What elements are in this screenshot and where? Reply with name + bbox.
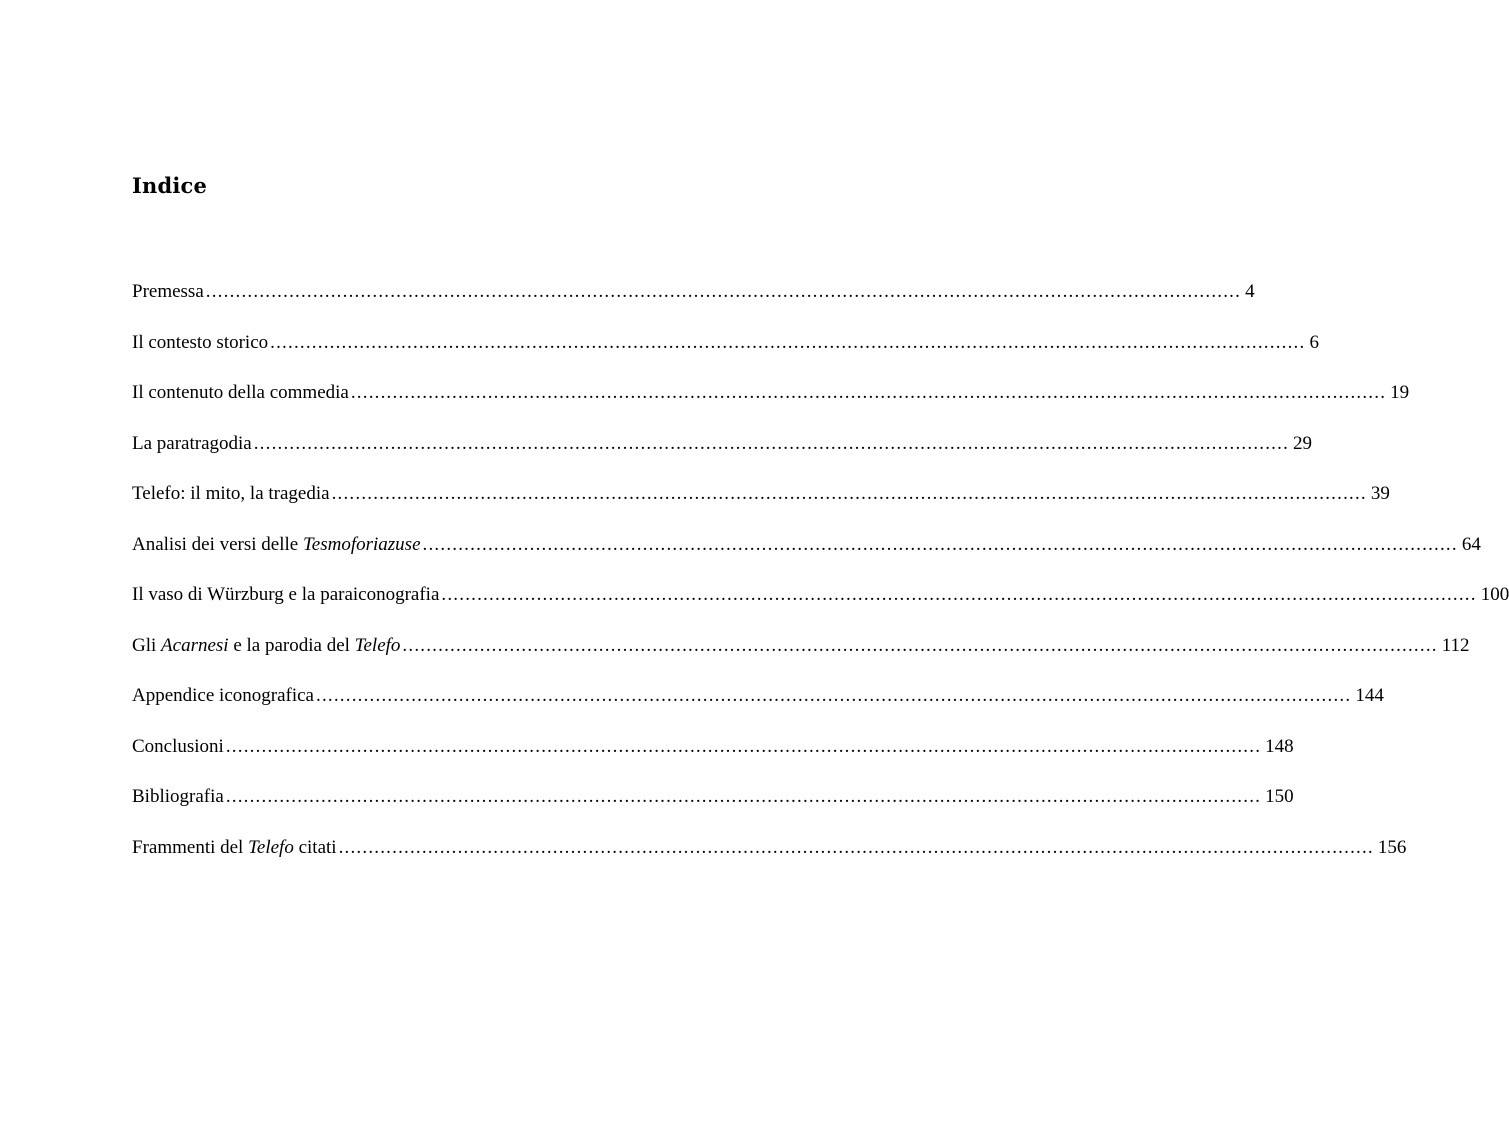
toc-entry-title bbox=[132, 634, 400, 658]
toc-page-number: 39 bbox=[1370, 483, 1390, 504]
toc-entry bbox=[132, 735, 1294, 786]
toc-dot-leader: .............................................................................................................................................................................. bbox=[225, 735, 1262, 757]
toc-entry bbox=[132, 482, 1390, 533]
toc-dot-leader: .............................................................................................................................................................................. bbox=[402, 634, 1438, 656]
toc-entry bbox=[132, 280, 1255, 331]
toc-entry-title-text: Conclusioni bbox=[132, 735, 224, 757]
toc-page-number: 29 bbox=[1293, 432, 1313, 454]
toc-entry-title-text: Il vaso di Würzburg e la paraiconografia bbox=[132, 584, 440, 605]
toc-dot-leader: .............................................................................................................................................................................. bbox=[338, 836, 1374, 858]
toc-entry-title bbox=[132, 533, 421, 557]
toc-page-number: 112 bbox=[1441, 634, 1470, 656]
toc-entry-title bbox=[132, 432, 252, 456]
toc-entry-title-text: Analisi dei versi delle bbox=[132, 533, 303, 555]
toc-entry-title bbox=[132, 735, 224, 759]
toc-entry-title bbox=[132, 785, 224, 809]
toc-dot-leader: .............................................................................................................................................................................. bbox=[270, 331, 1306, 353]
toc-dot-leader: .............................................................................................................................................................................. bbox=[350, 382, 1387, 403]
table-of-contents bbox=[132, 280, 1509, 886]
toc-entry-title-text: Premessa bbox=[132, 281, 204, 302]
toc-entry-title-text: Il contenuto della commedia bbox=[132, 382, 349, 403]
toc-entry bbox=[132, 331, 1319, 382]
toc-page-number: 19 bbox=[1390, 382, 1410, 403]
toc-page-number: 150 bbox=[1265, 786, 1294, 807]
toc-page-number: 4 bbox=[1245, 281, 1255, 302]
toc-entry-title-italic: Telefo bbox=[248, 836, 294, 858]
toc-entry bbox=[132, 684, 1384, 735]
toc-entry-title bbox=[132, 583, 439, 607]
toc-entry-title-italic: Acarnesi bbox=[161, 634, 229, 656]
toc-page-number: 100 bbox=[1480, 584, 1509, 605]
toc-entry-title-text: Appendice iconografica bbox=[132, 685, 314, 706]
toc-entry bbox=[132, 533, 1481, 584]
toc-page-number: 64 bbox=[1461, 533, 1481, 555]
page-title: Indice bbox=[132, 173, 208, 198]
toc-dot-leader: .............................................................................................................................................................................. bbox=[331, 483, 1367, 504]
toc-entry-title-text: citati bbox=[293, 836, 337, 858]
toc-dot-leader: .............................................................................................................................................................................. bbox=[205, 281, 1242, 302]
toc-entry bbox=[132, 583, 1509, 634]
toc-entry-title-text: Telefo: il mito, la tragedia bbox=[132, 483, 330, 504]
toc-dot-leader: .............................................................................................................................................................................. bbox=[316, 685, 1352, 706]
toc-entry-title-text: Frammenti del bbox=[132, 836, 249, 858]
toc-page-number: 156 bbox=[1377, 836, 1407, 858]
toc-entry-title bbox=[132, 836, 337, 860]
toc-dot-leader: .............................................................................................................................................................................. bbox=[441, 584, 1477, 605]
toc-entry bbox=[132, 836, 1407, 887]
toc-entry-title-text: e la parodia del bbox=[228, 634, 355, 656]
toc-entry-title-text: La paratragodia bbox=[132, 432, 252, 454]
toc-entry-title bbox=[132, 331, 268, 355]
toc-entry-title-italic: Tesmoforiazuse bbox=[302, 533, 421, 555]
toc-entry-title-italic: Telefo bbox=[354, 634, 401, 656]
toc-entry bbox=[132, 381, 1410, 432]
toc-dot-leader: .............................................................................................................................................................................. bbox=[225, 786, 1262, 807]
toc-entry-title-text: Bibliografia bbox=[132, 786, 224, 807]
toc-entry bbox=[132, 785, 1294, 836]
toc-entry-title-text: Gli bbox=[132, 634, 162, 656]
toc-entry-title bbox=[132, 482, 330, 506]
toc-page-number: 6 bbox=[1309, 331, 1319, 353]
toc-page-number: 148 bbox=[1265, 735, 1294, 757]
toc-entry-title-text: Il contesto storico bbox=[132, 331, 269, 353]
toc-entry-title bbox=[132, 280, 204, 304]
toc-dot-leader: .............................................................................................................................................................................. bbox=[253, 432, 1290, 454]
toc-entry-title bbox=[132, 381, 349, 405]
toc-page-number: 144 bbox=[1355, 685, 1384, 706]
toc-entry bbox=[132, 634, 1470, 685]
toc-dot-leader: .............................................................................................................................................................................. bbox=[422, 533, 1458, 555]
toc-entry bbox=[132, 432, 1313, 483]
toc-entry-title bbox=[132, 684, 314, 708]
